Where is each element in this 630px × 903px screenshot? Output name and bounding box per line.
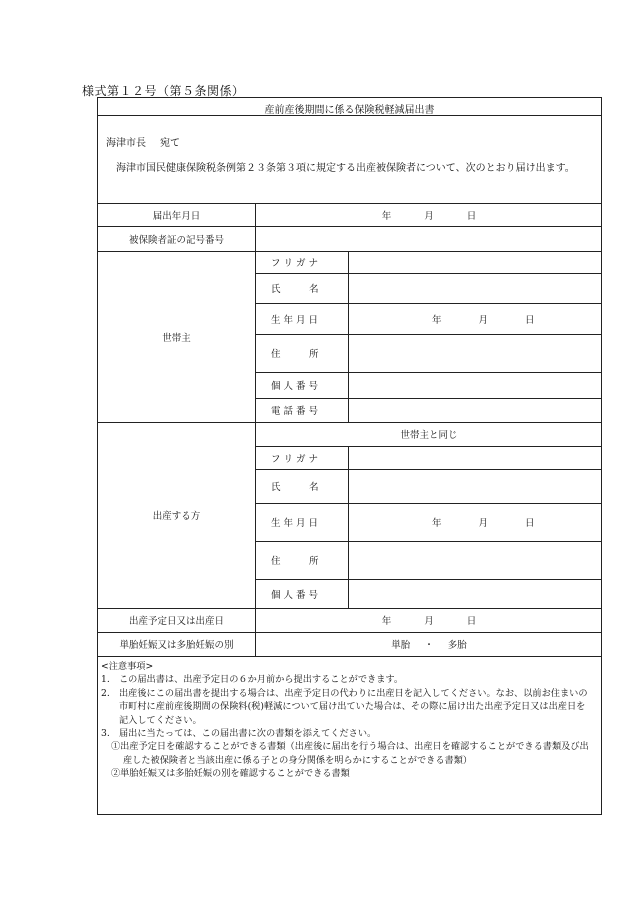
single-option[interactable]: 単胎 <box>391 640 411 651</box>
mother-address-label: 住 所 <box>271 556 319 567</box>
head-address-label: 住 所 <box>271 349 319 360</box>
addressee-name: 海津市長 <box>106 138 146 149</box>
day-unit: 日 <box>525 314 535 326</box>
year-unit: 年 <box>381 210 392 222</box>
head-furigana-value[interactable] <box>348 251 603 273</box>
head-name-label: 氏 名 <box>271 284 319 295</box>
note-2: 2. 出産後にこの届出書を提出する場合は、出産予定日の代わりに出産日を記入してください。なお、以前お住まいの市町村に産前産後期間の保険料(税)軽減について届け出ていた場合は、その際に届け出た出産予定日又は出産日を記入してください。 <box>101 687 588 726</box>
year-unit: 年 <box>381 616 392 627</box>
addressee <box>106 134 180 149</box>
head-name-value[interactable] <box>348 273 603 303</box>
day-unit: 日 <box>466 616 477 627</box>
head-birthdate-value[interactable] <box>348 303 603 334</box>
birth-person-label: 出産する方 <box>152 511 201 522</box>
form-number: 様式第１２号（第５条関係） <box>82 84 245 98</box>
month-unit: 月 <box>424 616 434 627</box>
head-phone-value[interactable] <box>348 398 603 422</box>
mother-birthdate-value[interactable] <box>348 503 603 541</box>
notes-section <box>101 660 593 781</box>
notification-form <box>97 97 602 815</box>
submission-date-value[interactable] <box>255 203 603 226</box>
day-unit: 日 <box>466 210 477 222</box>
note-3-item-1: ①出産予定日を確認することができる書類（出産後に届出を行う場合は、出産日を確認することができる書類及び出産した被保険者と当該出産に係る子との身分関係を明らかにすることができる書類） <box>111 741 589 766</box>
household-head-label: 世帯主 <box>162 332 191 344</box>
intro-text: 海津市国民健康保険税条例第２３条第３項に規定する出産被保険者について、次のとおり届け出ます。 <box>116 163 575 174</box>
mother-address-value[interactable] <box>348 541 603 579</box>
mother-furigana-label: フ リ ガ ナ <box>271 453 319 465</box>
head-address-value[interactable] <box>348 334 603 372</box>
day-unit: 日 <box>525 518 535 529</box>
mother-individual-number-label: 個 人 番 号 <box>271 589 319 601</box>
pregnancy-type-label: 単胎妊娠又は多胎妊娠の別 <box>119 640 234 651</box>
mother-birthdate-label: 生 年 月 日 <box>271 518 319 529</box>
head-phone-label: 電 話 番 号 <box>271 406 319 417</box>
mother-furigana-value[interactable] <box>348 446 603 469</box>
insured-card-value[interactable] <box>255 226 603 251</box>
notes-header: <注意事項> <box>101 661 154 672</box>
year-unit: 年 <box>432 314 442 326</box>
note-1: 1. この届出書は、出産予定日の６か月前から提出することができます。 <box>101 674 404 686</box>
option-separator: ・ <box>424 640 434 651</box>
head-furigana-label: フ リ ガ ナ <box>271 258 319 269</box>
mother-individual-number-value[interactable] <box>348 579 603 608</box>
same-as-head-note[interactable]: 世帯主と同じ <box>400 430 458 441</box>
pregnancy-type-options <box>255 632 603 656</box>
mother-name-value[interactable] <box>348 469 603 503</box>
form-title: 産前産後期間に係る保険税軽減届出書 <box>264 105 435 116</box>
addressee-suffix: 宛て <box>160 138 180 149</box>
note-3: 3. 届出に当たっては、この届出書に次の書類を添えてください。 <box>101 728 377 740</box>
month-unit: 月 <box>478 314 489 326</box>
head-individual-number-value[interactable] <box>348 372 603 398</box>
expected-date-label: 出産予定日又は出産日 <box>128 616 224 627</box>
insured-card-label: 被保険者証の記号番号 <box>128 234 224 246</box>
multiple-option[interactable]: 多胎 <box>447 640 467 651</box>
expected-date-value[interactable] <box>255 608 603 632</box>
divider <box>98 656 601 657</box>
month-unit: 月 <box>478 518 489 529</box>
submission-date-label: 届出年月日 <box>152 210 201 222</box>
note-3-item-2: ②単胎妊娠又は多胎妊娠の別を確認することができる書類 <box>111 768 350 780</box>
head-individual-number-label: 個 人 番 号 <box>271 381 319 392</box>
divider <box>98 115 601 116</box>
year-unit: 年 <box>432 518 442 529</box>
head-birthdate-label: 生 年 月 日 <box>271 314 319 326</box>
mother-name-label: 氏 名 <box>271 482 319 493</box>
month-unit: 月 <box>424 210 434 222</box>
